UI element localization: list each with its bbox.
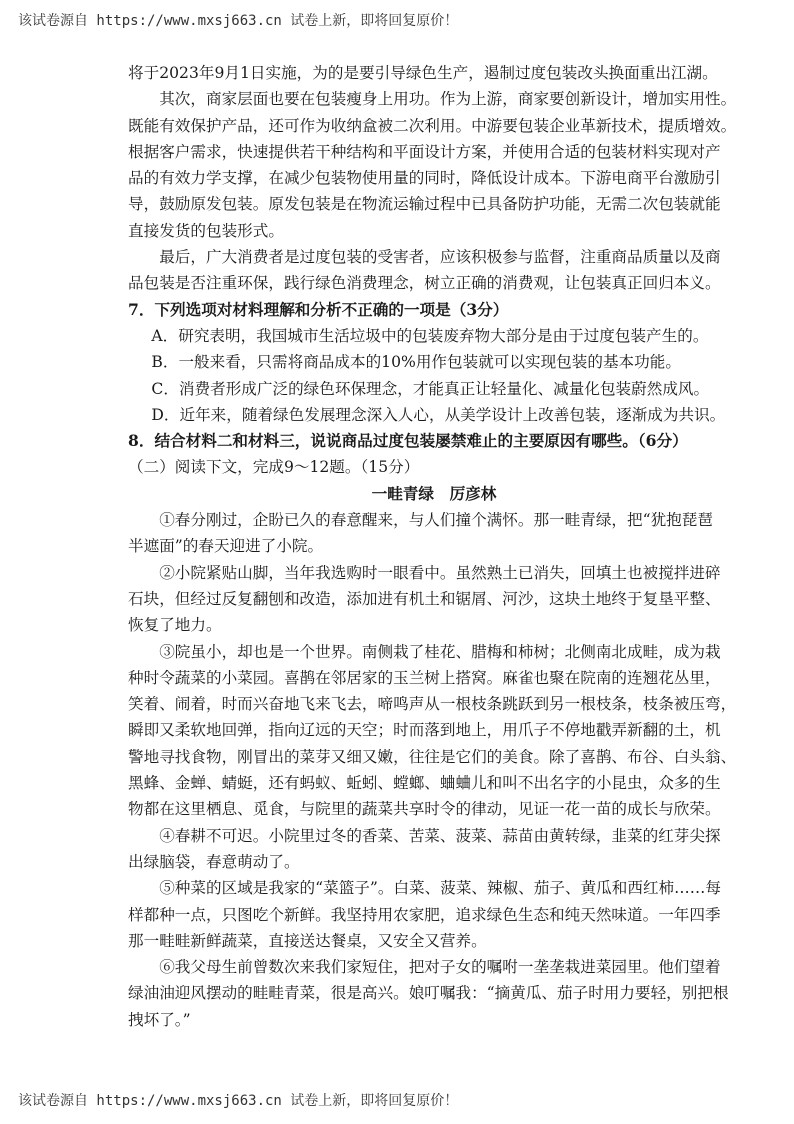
question-8-stem: 8．结合材料二和材料三，说说商品过度包装屡禁难止的主要原因有哪些。（6分） [128,431,688,451]
essay-line: ④春耕不可迟。小院里过冬的香菜、苦菜、菠菜、蒜苗由黄转绿，韭菜的红芽尖探 [159,826,721,845]
essay-line: 那一畦畦新鲜蔬菜，直接送达餐桌，又安全又营养。 [128,931,487,950]
question-7-stem: 7．下列选项对材料理解和分析不正确的一项是（3分） [128,299,509,319]
essay-title: 一畦青绿 厉彦林 [371,483,497,503]
essay-line: 瞬即又柔软地回弹，指向辽远的天空；时而落到地上，用爪子不停地戳弄新翻的土，机 [128,721,721,740]
essay-line: 恢复了地力。 [128,616,222,635]
question-8 [128,428,740,454]
material-text [128,60,740,297]
essay-line: ⑥我父母生前曾数次来我们家短住，把对子女的嘱咐一垄垄栽进菜园里。他们望着 [159,958,721,977]
material-line: 根据客户需求，快速提供若干种结构和平面设计方案，并使用合适的包装材料实现对产 [128,142,721,161]
essay-line: 绿油油迎风摆动的畦畦青菜，很是高兴。娘叮嘱我：“摘黄瓜、茄子时用力要轻，别把根 [128,984,729,1003]
question-7-option-a: A．研究表明，我国城市生活垃圾中的包装废弃物大部分是由于过度包装产生的。 [151,326,709,345]
essay-line: 物都在这里栖息、觅食，与院里的蔬菜共享时令的律动，见证一花一苗的成长与欣荣。 [128,800,721,819]
essay-paragraph-3 [128,639,740,823]
essay-line: ⑤种菜的区域是我家的“菜篮子”。白菜、菠菜、辣椒、茄子、黄瓜和西红柿……每 [159,879,721,898]
essay-line: 样都种一点，只图吃个新鲜。我坚持用农家肥，追求绿色生态和纯天然味道。一年四季 [128,905,721,924]
essay-line: 半遮面”的春天迎进了小院。 [128,537,324,556]
material-line: 品包装是否注重环保，践行绿色消费理念，树立正确的消费观，让包装真正回归本义。 [128,274,721,293]
watermark-bottom: 该试卷源自 https://www.mxsj663.cn 试卷上新，即将回复原价！ [18,1093,459,1109]
essay-paragraph-6 [128,954,740,1033]
material-line: 既能有效保护产品，还可作为收纳盒被二次利用。中游要包装企业革新技术，提质增效。 [128,116,737,135]
essay-line: 出绿脑袋，春意萌动了。 [128,852,300,871]
essay-line: 警地寻找食物，刚冒出的菜芽又细又嫩，往往是它们的美食。除了喜鹊、布谷、白头翁、 [128,747,737,766]
essay-line: 黑蜂、金蝉、蜻蜓，还有蚂蚁、蚯蚓、螳螂、蛐蛐儿和叫不出名字的小昆虫，众多的生 [128,774,721,793]
material-line: 其次，商家层面也要在包装瘦身上用功。作为上游，商家要创新设计，增加实用性。 [159,90,737,109]
question-7 [128,297,740,428]
essay-paragraph-1 [128,507,740,560]
essay-line: 石块，但经过反复翻刨和改造，添加进有机土和锯屑、河沙，这块土地终于复垦平整、 [128,589,721,608]
material-line: 最后，广大消费者是过度包装的受害者，应该积极参与监督，注重商品质量以及商 [159,248,721,267]
essay-paragraph-5 [128,875,740,954]
material-line: 直接发货的包装形式。 [128,221,284,240]
essay-paragraph-4 [128,823,740,876]
essay-line: ②小院紧贴山脚，当年我选购时一眼看中。虽然熟土已消失，回填土也被搅拌进碎 [159,563,721,582]
essay-paragraph-2 [128,560,740,639]
question-7-option-c: C．消费者形成广泛的绿色环保理念，才能真正让轻量化、减量化包装蔚然成风。 [151,379,710,398]
question-7-option-b: B．一般来看，只需将商品成本的10%用作包装就可以实现包装的基本功能。 [151,353,681,372]
question-7-option-d: D．近年来，随着绿色发展理念深入人心，从美学设计上改善包装，逐渐成为共识。 [151,405,726,424]
material-line: 将于2023年9月1日实施，为的是要引导绿色生产，遏制过度包装改头换面重出江湖。 [128,64,718,82]
essay-line: 笑着、闹着，时而兴奋地飞来飞去，啼鸣声从一根枝条跳跃到另一根枝条，枝条被压弯， [128,695,737,714]
watermark-top: 该试卷源自 https://www.mxsj663.cn 试卷上新，即将回复原价！ [18,13,459,29]
essay-line: ③院虽小，却也是一个世界。南侧栽了桂花、腊梅和柿树；北侧南北成畦，成为栽 [159,642,721,661]
material-line: 品的有效力学支撑，在减少包装物使用量的同时，降低设计成本。下游电商平台激励引 [128,169,721,188]
section-2-heading: （二）阅读下文，完成9～12题。（15分） [128,458,420,477]
essay-line: 拽坏了。” [128,1010,191,1029]
material-line: 导，鼓励原发包装。原发包装是在物流运输过程中已具备防护功能，无需二次包装就能 [128,195,721,214]
exam-page [128,60,740,1033]
essay-line: 种时令蔬菜的小菜园。喜鹊在邻居家的玉兰树上搭窝。麻雀也聚在院南的连翘花丛里， [128,668,721,687]
essay-line: ①春分刚过，企盼已久的春意醒来，与人们撞个满怀。那一畦青绿，把“犹抱琵琶 [159,511,713,530]
